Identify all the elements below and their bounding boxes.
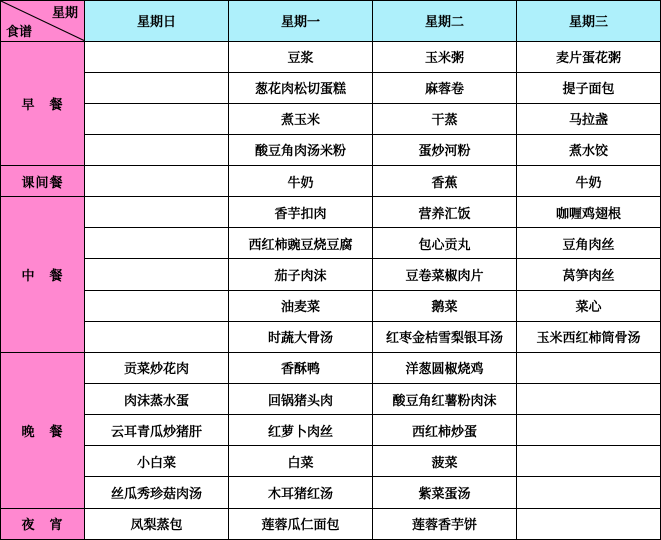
menu-cell: 紫菜蛋汤 bbox=[373, 477, 517, 508]
table-row bbox=[1, 415, 661, 446]
menu-cell: 麻蓉卷 bbox=[373, 72, 517, 103]
menu-cell: 凤梨蒸包 bbox=[85, 508, 229, 539]
menu-cell: 时蔬大骨汤 bbox=[229, 321, 373, 352]
menu-cell: 丝瓜秀珍菇肉汤 bbox=[85, 477, 229, 508]
menu-cell: 云耳青瓜炒猪肝 bbox=[85, 415, 229, 446]
menu-cell: 肉沫蒸水蛋 bbox=[85, 384, 229, 415]
day-header-sunday: 星期日 bbox=[85, 1, 229, 42]
menu-cell: 西红柿豌豆烧豆腐 bbox=[229, 228, 373, 259]
menu-cell bbox=[85, 197, 229, 228]
menu-cell bbox=[85, 228, 229, 259]
menu-cell bbox=[85, 103, 229, 134]
menu-cell: 小白菜 bbox=[85, 446, 229, 477]
table-row bbox=[1, 72, 661, 103]
menu-cell bbox=[517, 352, 661, 383]
table-row bbox=[1, 290, 661, 321]
menu-cell: 香芋扣肉 bbox=[229, 197, 373, 228]
meal-label-snack: 课间餐 bbox=[1, 166, 85, 197]
menu-cell: 菜心 bbox=[517, 290, 661, 321]
menu-cell bbox=[85, 321, 229, 352]
menu-cell: 咖喱鸡翅根 bbox=[517, 197, 661, 228]
menu-cell: 玉米粥 bbox=[373, 41, 517, 72]
menu-cell: 提子面包 bbox=[517, 72, 661, 103]
table-row bbox=[1, 259, 661, 290]
menu-cell: 酸豆角肉汤米粉 bbox=[229, 134, 373, 165]
menu-cell bbox=[85, 259, 229, 290]
table-row bbox=[1, 384, 661, 415]
meal-label-dinner: 晚 餐 bbox=[1, 352, 85, 508]
menu-cell bbox=[85, 72, 229, 103]
menu-cell: 豆角肉丝 bbox=[517, 228, 661, 259]
menu-cell bbox=[85, 166, 229, 197]
menu-cell bbox=[517, 415, 661, 446]
menu-cell: 茄子肉沫 bbox=[229, 259, 373, 290]
meal-label-lunch: 中 餐 bbox=[1, 197, 85, 353]
menu-cell bbox=[517, 477, 661, 508]
menu-cell: 贡菜炒花肉 bbox=[85, 352, 229, 383]
menu-cell: 莲蓉瓜仁面包 bbox=[229, 508, 373, 539]
day-header-wednesday: 星期三 bbox=[517, 1, 661, 42]
table-row bbox=[1, 134, 661, 165]
day-header-monday: 星期一 bbox=[229, 1, 373, 42]
menu-cell: 洋葱圆椒烧鸡 bbox=[373, 352, 517, 383]
menu-cell: 红枣金桔雪梨银耳汤 bbox=[373, 321, 517, 352]
menu-cell bbox=[517, 446, 661, 477]
table-row bbox=[1, 228, 661, 259]
table-row bbox=[1, 352, 661, 383]
menu-cell: 红萝卜肉丝 bbox=[229, 415, 373, 446]
menu-cell: 香酥鸭 bbox=[229, 352, 373, 383]
corner-label-day: 星期 bbox=[51, 6, 78, 21]
menu-cell: 鹅菜 bbox=[373, 290, 517, 321]
menu-cell: 菠菜 bbox=[373, 446, 517, 477]
corner-label-menu: 食谱 bbox=[6, 24, 33, 40]
menu-cell: 油麦菜 bbox=[229, 290, 373, 321]
menu-cell: 葱花肉松切蛋糕 bbox=[229, 72, 373, 103]
corner-header-cell bbox=[1, 1, 85, 42]
menu-cell bbox=[85, 41, 229, 72]
menu-cell: 白菜 bbox=[229, 446, 373, 477]
menu-cell: 莲蓉香芋饼 bbox=[373, 508, 517, 539]
menu-cell: 木耳猪红汤 bbox=[229, 477, 373, 508]
menu-cell: 莴笋肉丝 bbox=[517, 259, 661, 290]
menu-cell: 牛奶 bbox=[517, 166, 661, 197]
menu-cell: 麦片蛋花粥 bbox=[517, 41, 661, 72]
menu-cell: 干蒸 bbox=[373, 103, 517, 134]
menu-cell: 西红柿炒蛋 bbox=[373, 415, 517, 446]
table-row bbox=[1, 103, 661, 134]
menu-cell: 酸豆角红薯粉肉沫 bbox=[373, 384, 517, 415]
meal-label-breakfast: 早 餐 bbox=[1, 41, 85, 166]
menu-cell bbox=[517, 508, 661, 539]
table-row bbox=[1, 508, 661, 539]
menu-cell: 牛奶 bbox=[229, 166, 373, 197]
menu-cell: 豆浆 bbox=[229, 41, 373, 72]
menu-cell: 煮水饺 bbox=[517, 134, 661, 165]
day-header-tuesday: 星期二 bbox=[373, 1, 517, 42]
menu-cell: 包心贡丸 bbox=[373, 228, 517, 259]
table-row bbox=[1, 197, 661, 228]
menu-cell: 玉米西红柿筒骨汤 bbox=[517, 321, 661, 352]
meal-label-supper: 夜 宵 bbox=[1, 508, 85, 539]
menu-cell: 豆卷菜椒肉片 bbox=[373, 259, 517, 290]
table-row bbox=[1, 41, 661, 72]
table-row bbox=[1, 321, 661, 352]
table-header-row bbox=[1, 1, 661, 42]
menu-cell bbox=[517, 384, 661, 415]
menu-cell: 香蕉 bbox=[373, 166, 517, 197]
menu-cell: 回锅猪头肉 bbox=[229, 384, 373, 415]
table-row bbox=[1, 446, 661, 477]
table-row bbox=[1, 166, 661, 197]
table-row bbox=[1, 477, 661, 508]
menu-cell bbox=[85, 134, 229, 165]
menu-table-body bbox=[1, 1, 661, 540]
menu-cell: 马拉盏 bbox=[517, 103, 661, 134]
menu-cell: 蛋炒河粉 bbox=[373, 134, 517, 165]
menu-cell bbox=[85, 290, 229, 321]
menu-cell: 营养汇饭 bbox=[373, 197, 517, 228]
menu-cell: 煮玉米 bbox=[229, 103, 373, 134]
